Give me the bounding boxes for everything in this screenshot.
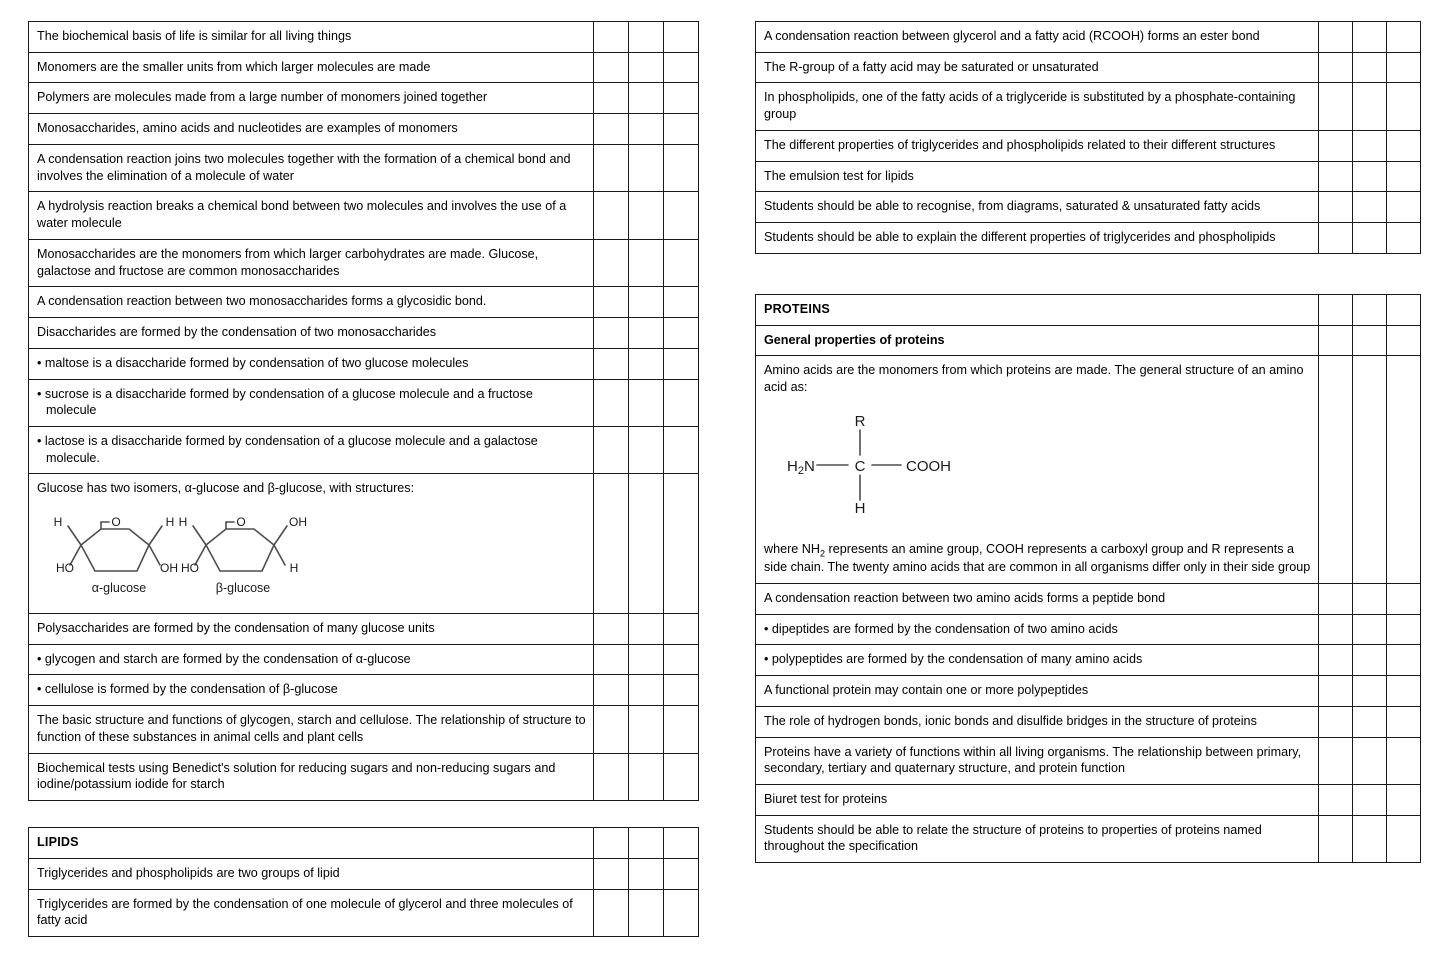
statement-cell: Polymers are molecules made from a large number of monomers joined together [29, 83, 594, 114]
tick-box-2[interactable] [629, 22, 664, 53]
carboxyl-group-label: COOH [906, 457, 951, 475]
statement-cell: Triglycerides and phospholipids are two groups of lipid [29, 858, 594, 889]
tick-box-3[interactable] [1387, 785, 1421, 816]
statement-line-1: • sucrose is a disaccharide formed by condensation of a glucose molecule and a fructose [37, 386, 533, 401]
central-carbon-label: C [854, 457, 866, 475]
table-row [756, 52, 1421, 83]
tick-box-2[interactable] [629, 239, 664, 286]
table-row [756, 706, 1421, 737]
tick-box-3[interactable] [664, 613, 699, 644]
tick-box-1[interactable] [594, 858, 629, 889]
tick-box-3[interactable] [1387, 294, 1421, 325]
statement-cell: Biuret test for proteins [756, 785, 1319, 816]
tick-box-2[interactable] [1353, 645, 1387, 676]
statement-cell: Biochemical tests using Benedict's solution for reducing sugars and non-reducing sugars and iodine/potassium iodide for starch [29, 753, 594, 800]
tick-box-3[interactable] [1387, 645, 1421, 676]
alpha-o: O [111, 515, 121, 530]
tick-box-1[interactable] [1319, 22, 1353, 53]
tick-box-2[interactable] [629, 287, 664, 318]
tick-box-3[interactable] [664, 22, 699, 53]
tick-box-2[interactable] [1353, 294, 1387, 325]
statement-cell: Proteins have a variety of functions within all living organisms. The relationship between primary, secondary, tertiary and quaternary structure, and protein function [756, 737, 1319, 784]
tick-box-1[interactable] [1319, 192, 1353, 223]
tick-box-3[interactable] [664, 144, 699, 191]
table-row [756, 785, 1421, 816]
tick-box-2[interactable] [1353, 22, 1387, 53]
tick-box-1[interactable] [594, 239, 629, 286]
tick-box-3[interactable] [1387, 583, 1421, 614]
table-row [756, 223, 1421, 254]
alpha-h-top: H [53, 515, 63, 530]
tick-box-3[interactable] [664, 644, 699, 675]
tick-box-1[interactable] [1319, 83, 1353, 130]
tick-box-2[interactable] [629, 706, 664, 753]
tick-box-2[interactable] [1353, 192, 1387, 223]
tick-box-1[interactable] [1319, 737, 1353, 784]
table-row [756, 737, 1421, 784]
statement-cell: • cellulose is formed by the condensation of β-glucose [29, 675, 594, 706]
tick-box-2[interactable] [1353, 706, 1387, 737]
table-row [29, 675, 699, 706]
table-row [756, 645, 1421, 676]
r-group-label: R [854, 412, 866, 430]
tick-box-1[interactable] [594, 613, 629, 644]
beta-oh-right: OH [289, 515, 307, 530]
tick-box-1[interactable] [594, 144, 629, 191]
statement-line-1: • lactose is a disaccharide formed by condensation of a glucose molecule and a galactose [37, 434, 538, 449]
statement-cell: Students should be able to recognise, from diagrams, saturated & unsaturated fatty acids [756, 192, 1319, 223]
table-row [29, 348, 699, 379]
statement-cell: The basic structure and functions of glycogen, starch and cellulose. The relationship of structure to function of these substances in animal cells and plant cells [29, 706, 594, 753]
tick-box-2[interactable] [629, 427, 664, 474]
table-row [756, 83, 1421, 130]
tick-box-3[interactable] [664, 474, 699, 613]
table-row [756, 22, 1421, 53]
statement-text: Amino acids are the monomers from which proteins are made. The general structure of an amino acid as: [764, 363, 1304, 395]
tick-box-2[interactable] [1353, 583, 1387, 614]
tick-box-2[interactable] [1353, 614, 1387, 645]
table-row [29, 753, 699, 800]
tick-box-2[interactable] [629, 889, 664, 936]
table-lipids [28, 827, 699, 937]
statement-cell: Monosaccharides are the monomers from which larger carbohydrates are made. Glucose, galactose and fructose are common monosaccharides [29, 239, 594, 286]
tick-box-2[interactable] [1353, 83, 1387, 130]
statement-cell: Students should be able to explain the different properties of triglycerides and phospholipids [756, 223, 1319, 254]
statement-cell: A condensation reaction between two monosaccharides forms a glycosidic bond. [29, 287, 594, 318]
tick-box-3[interactable] [664, 675, 699, 706]
table-row [29, 379, 699, 426]
tick-box-1[interactable] [594, 889, 629, 936]
tick-box-1[interactable] [594, 192, 629, 239]
statement-cell: A condensation reaction joins two molecules together with the formation of a chemical bond and involves the elimination of a molecule of water [29, 144, 594, 191]
table-proteins [755, 294, 1421, 863]
table-row [29, 22, 699, 53]
tick-box-2[interactable] [629, 318, 664, 349]
tick-box-1[interactable] [594, 706, 629, 753]
statement-cell [29, 379, 594, 426]
tick-box-1[interactable] [594, 753, 629, 800]
tick-box-3[interactable] [664, 239, 699, 286]
tick-box-3[interactable] [664, 192, 699, 239]
subsection-header-general-properties: General properties of proteins [756, 325, 1319, 356]
tick-box-3[interactable] [664, 858, 699, 889]
statement-cell: Monosaccharides, amino acids and nucleotides are examples of monomers [29, 114, 594, 145]
tick-box-3[interactable] [664, 427, 699, 474]
tick-box-2[interactable] [1353, 737, 1387, 784]
tick-box-3[interactable] [664, 114, 699, 145]
tick-box-3[interactable] [1387, 614, 1421, 645]
tick-box-3[interactable] [1387, 737, 1421, 784]
right-column [755, 21, 1420, 863]
tick-box-1[interactable] [594, 348, 629, 379]
tick-box-3[interactable] [664, 318, 699, 349]
statement-text: Glucose has two isomers, α-glucose and β-glucose, with structures: [37, 481, 415, 496]
tick-box-1[interactable] [594, 83, 629, 114]
statement-cell: In phospholipids, one of the fatty acids of a triglyceride is substituted by a phosphate-containing group [756, 83, 1319, 130]
tick-box-2[interactable] [629, 613, 664, 644]
tick-box-1[interactable] [1319, 583, 1353, 614]
tick-box-3[interactable] [1387, 676, 1421, 707]
tick-box-3[interactable] [1387, 22, 1421, 53]
section-header-row [29, 828, 699, 859]
tick-box-3[interactable] [664, 83, 699, 114]
tick-box-1[interactable] [594, 114, 629, 145]
statement-cell: The R-group of a fatty acid may be saturated or unsaturated [756, 52, 1319, 83]
table-row [756, 130, 1421, 161]
table-row [29, 114, 699, 145]
section-header-row [756, 294, 1421, 325]
tick-box-2[interactable] [629, 144, 664, 191]
tick-box-1[interactable] [594, 474, 629, 613]
tick-box-1[interactable] [1319, 706, 1353, 737]
statement-cell: • glycogen and starch are formed by the condensation of α-glucose [29, 644, 594, 675]
tick-box-2[interactable] [1353, 676, 1387, 707]
tick-box-2[interactable] [1353, 356, 1387, 584]
tick-box-2[interactable] [1353, 223, 1387, 254]
tick-box-2[interactable] [629, 753, 664, 800]
beta-glucose-label: β-glucose [215, 581, 271, 596]
tick-box-2[interactable] [629, 858, 664, 889]
table-spacer [28, 801, 698, 827]
statement-line-2: molecule [46, 403, 97, 418]
statement-cell [29, 427, 594, 474]
amino-acid-structure-diagram [784, 410, 1311, 525]
tick-box-2[interactable] [1353, 130, 1387, 161]
tick-box-2[interactable] [629, 52, 664, 83]
tick-box-2[interactable] [1353, 52, 1387, 83]
tick-box-1[interactable] [594, 828, 629, 859]
table-biological-molecules [28, 21, 699, 801]
statement-cell: The biochemical basis of life is similar for all living things [29, 22, 594, 53]
tick-box-2[interactable] [1353, 325, 1387, 356]
tick-box-2[interactable] [629, 348, 664, 379]
tick-box-1[interactable] [594, 287, 629, 318]
subsection-header-row [756, 325, 1421, 356]
tick-box-3[interactable] [1387, 356, 1421, 584]
table-row-amino-acid [756, 356, 1421, 584]
table-row [29, 889, 699, 936]
tick-box-1[interactable] [1319, 614, 1353, 645]
table-spacer [755, 254, 1420, 294]
tick-box-3[interactable] [1387, 192, 1421, 223]
table-row [756, 676, 1421, 707]
beta-h-top: H [178, 515, 188, 530]
table-row-glucose-isomers [29, 474, 699, 613]
table-row [756, 192, 1421, 223]
statement-cell: A functional protein may contain one or more polypeptides [756, 676, 1319, 707]
tick-box-3[interactable] [1387, 130, 1421, 161]
tick-box-1[interactable] [1319, 294, 1353, 325]
tick-box-1[interactable] [594, 675, 629, 706]
tick-box-2[interactable] [1353, 785, 1387, 816]
tick-box-1[interactable] [594, 644, 629, 675]
tick-box-3[interactable] [1387, 325, 1421, 356]
tick-box-2[interactable] [629, 828, 664, 859]
statement-cell [29, 474, 594, 613]
table-row [29, 83, 699, 114]
alpha-h-right: H [165, 515, 175, 530]
statement-cell: A condensation reaction between glycerol and a fatty acid (RCOOH) forms an ester bond [756, 22, 1319, 53]
table-row [29, 52, 699, 83]
statement-cell: The different properties of triglycerides and phospholipids related to their different structures [756, 130, 1319, 161]
alpha-glucose-label: α-glucose [91, 581, 147, 596]
beta-h: H [289, 561, 299, 576]
tick-box-2[interactable] [629, 379, 664, 426]
alpha-ho: HO [56, 561, 74, 576]
tick-box-2[interactable] [1353, 161, 1387, 192]
beta-ho: HO [181, 561, 199, 576]
tick-box-1[interactable] [1319, 815, 1353, 862]
tick-box-1[interactable] [1319, 645, 1353, 676]
statement-cell: • dipeptides are formed by the condensation of two amino acids [756, 614, 1319, 645]
section-header-lipids: LIPIDS [29, 828, 594, 859]
table-row [756, 583, 1421, 614]
tick-box-3[interactable] [1387, 52, 1421, 83]
table-row [29, 318, 699, 349]
statement-cell: A condensation reaction between two amino acids forms a peptide bond [756, 583, 1319, 614]
statement-cell: Students should be able to relate the structure of proteins to properties of proteins named throughout the specification [756, 815, 1319, 862]
tick-box-1[interactable] [1319, 676, 1353, 707]
tick-box-3[interactable] [664, 287, 699, 318]
tick-box-1[interactable] [594, 318, 629, 349]
tick-box-3[interactable] [1387, 223, 1421, 254]
table-row [29, 239, 699, 286]
tick-box-1[interactable] [1319, 52, 1353, 83]
tick-box-3[interactable] [664, 706, 699, 753]
tick-box-1[interactable] [594, 52, 629, 83]
statement-cell: Triglycerides are formed by the condensation of one molecule of glycerol and three molecules of fatty acid [29, 889, 594, 936]
section-header-proteins: PROTEINS [756, 294, 1319, 325]
table-row [756, 815, 1421, 862]
table-row [29, 644, 699, 675]
statement-cell: A hydrolysis reaction breaks a chemical bond between two molecules and involves the use of a water molecule [29, 192, 594, 239]
beta-o: O [236, 515, 246, 530]
tick-box-2[interactable] [629, 192, 664, 239]
tick-box-3[interactable] [664, 753, 699, 800]
tick-box-1[interactable] [1319, 785, 1353, 816]
tick-box-2[interactable] [1353, 815, 1387, 862]
table-row [29, 858, 699, 889]
tick-box-1[interactable] [594, 22, 629, 53]
statement-cell: Monomers are the smaller units from which larger molecules are made [29, 52, 594, 83]
tick-box-3[interactable] [664, 52, 699, 83]
tick-box-2[interactable] [629, 644, 664, 675]
tick-box-2[interactable] [629, 83, 664, 114]
tick-box-3[interactable] [1387, 161, 1421, 192]
tick-box-1[interactable] [1319, 325, 1353, 356]
table-lipids-continued [755, 21, 1421, 254]
tick-box-2[interactable] [629, 474, 664, 613]
tick-box-3[interactable] [664, 348, 699, 379]
tick-box-2[interactable] [629, 114, 664, 145]
tick-box-3[interactable] [1387, 706, 1421, 737]
table-row [29, 706, 699, 753]
table-row [29, 144, 699, 191]
tick-box-3[interactable] [664, 889, 699, 936]
statement-cell: • polypeptides are formed by the condensation of many amino acids [756, 645, 1319, 676]
statement-cell: The emulsion test for lipids [756, 161, 1319, 192]
table-row [29, 192, 699, 239]
tick-box-1[interactable] [594, 427, 629, 474]
tick-box-3[interactable] [1387, 815, 1421, 862]
table-row [29, 613, 699, 644]
statement-cell: Polysaccharides are formed by the condensation of many glucose units [29, 613, 594, 644]
tick-box-1[interactable] [1319, 356, 1353, 584]
tick-box-1[interactable] [1319, 161, 1353, 192]
statement-cell [756, 356, 1319, 584]
statement-text-after: where $NH_2$ represents an amine group, COOH represents a carboxyl group and R represents a side chain. The twenty amino acids that are common in all organisms differ only in their side group [764, 541, 1311, 575]
glucose-isomers-diagram [51, 507, 586, 602]
amine-group-label: $H_2N$ [787, 457, 815, 477]
table-row [29, 427, 699, 474]
statement-cell: • maltose is a disaccharide formed by condensation of two glucose molecules [29, 348, 594, 379]
tick-box-1[interactable] [594, 379, 629, 426]
tick-box-1[interactable] [1319, 223, 1353, 254]
statement-cell: The role of hydrogen bonds, ionic bonds and disulfide bridges in the structure of proteins [756, 706, 1319, 737]
left-column [28, 21, 698, 937]
table-row [756, 614, 1421, 645]
tick-box-1[interactable] [1319, 130, 1353, 161]
table-row [29, 287, 699, 318]
hydrogen-label: H [854, 499, 866, 517]
tick-box-3[interactable] [664, 828, 699, 859]
statement-cell: Disaccharides are formed by the condensation of two monosaccharides [29, 318, 594, 349]
tick-box-3[interactable] [1387, 83, 1421, 130]
alpha-oh: OH [160, 561, 178, 576]
tick-box-3[interactable] [664, 379, 699, 426]
tick-box-2[interactable] [629, 675, 664, 706]
statement-line-2: molecule. [46, 450, 100, 465]
table-row [756, 161, 1421, 192]
